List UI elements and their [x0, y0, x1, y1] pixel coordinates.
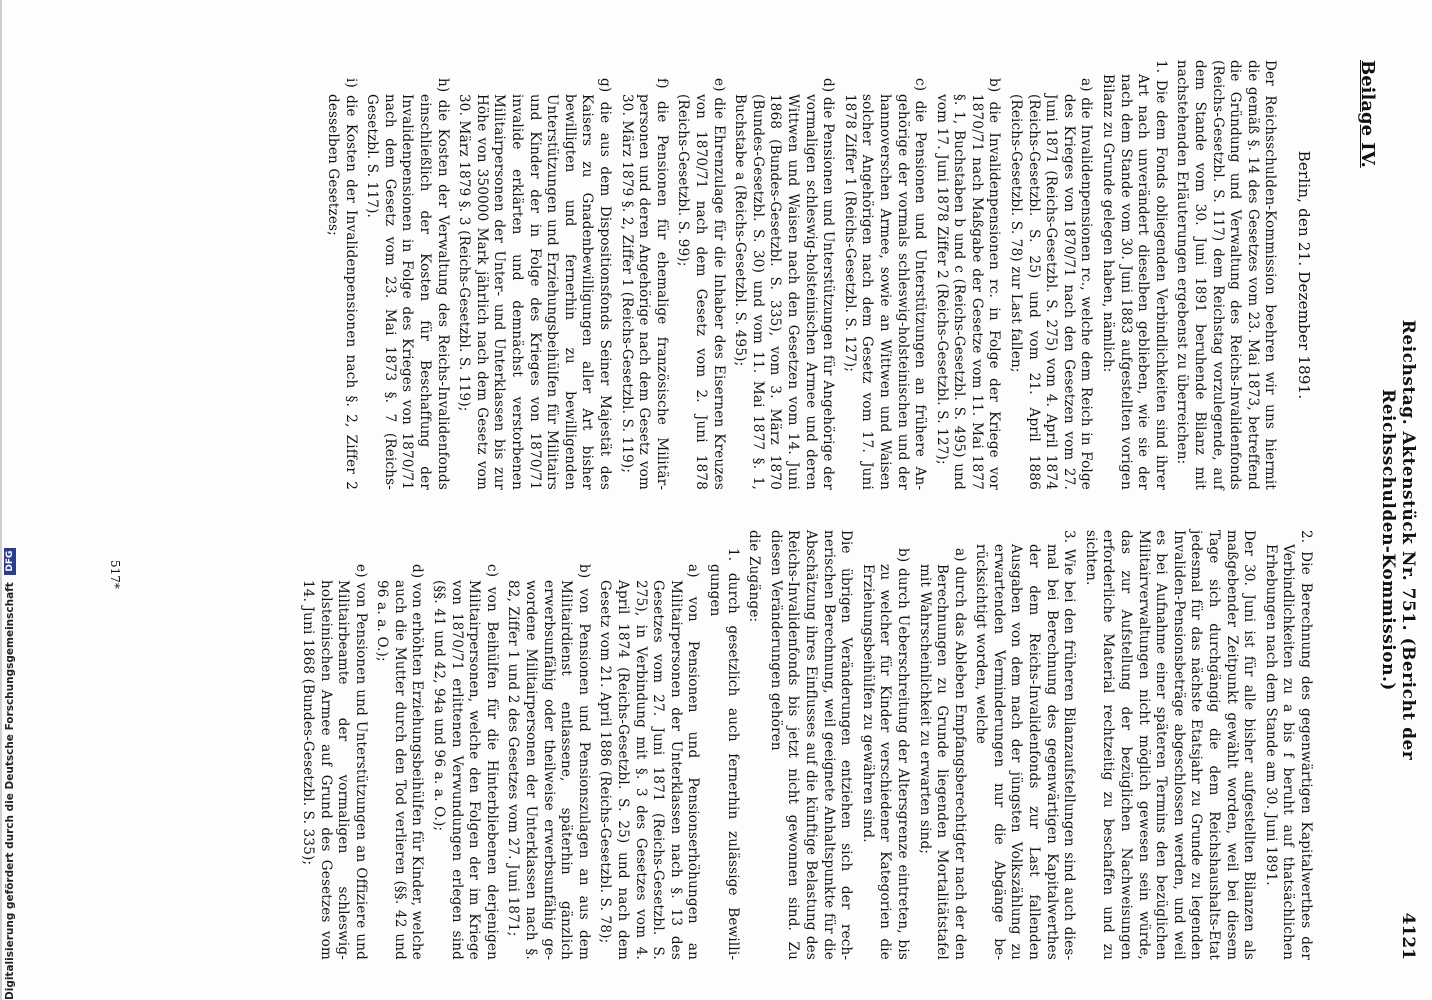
paragraph-zugang-1a: a) von Pensionen und Pensionserhöhungen an Militairpersonen der Unterklassen nach §. 13 des Gesetzes vom 27. Juni 1871 (Reichs-Gesetzbl. S. 275), in Verbindung mit §. 3 des Gesetzes vom 4. April 1874 (Reichs-Gesetzbl. S. 25) und nach dem Gesetz vom 21. April 1886 (Reichs-Gesetzbl. S. 78); [597, 564, 702, 960]
paragraph-item-1e: e) die Ehrenzulage für die Inhaber des Eisernen Kreuzes von 1870/71 nach dem Gesetz vom 2. Juni 1878 (Reichs-Gesetzbl. S. 99); [675, 78, 727, 490]
paragraph-zugang-1: 1. durch gesetzlich auch fernerhin zulässige Bewilligungen [707, 548, 741, 960]
signature-mark: 517* [108, 560, 122, 589]
paragraph-item-1h: h) die Kosten der Verwaltung des Reichs-Invalidenfonds einschließlich der Kosten für Beschaffung der Invalidenpensionen in Folge des Krieges von 1870/71 nach dem Gesetz vom 23. Mai 1873 §. 7 (Reichs-Gesetzbl. S. 117). [364, 78, 451, 490]
paragraph-item-3b: b) durch Ueberschreitung der Altersgrenze eintreten, bis zu welcher für Kinder verschiedener Kategorien die Erziehungsbeihülfen zu gewähren sind. [859, 548, 911, 960]
paragraph-item-3: 3. Wie bei den früheren Bilanzaufstellungen sind auch diesmal bei Berechnung des gegenwärtigen Kapitalwerthes der dem Reichs-Invalidenfonds zur Last fallenden Ausgaben von dem nach der jüngsten Volkszählung zu erwartenden Verminderungen nur die Abgänge berücksichtigt worden, welche [973, 530, 1078, 960]
right-text-column [294, 530, 1314, 960]
paragraph-other-changes: Die übrigen Veränderungen entziehen sich der rechnerischen Berechnung, weil geeignete Anhaltspunkte für die Abschätzung ihres Einflusses auf die künftige Belastung des Reichs-Invalidenfonds bis jetzt nicht gewonnen sind. Zu diesen Veränderungen gehören [767, 530, 855, 960]
paragraph-item-1i: i) die Kosten der Invalidenpensionen nach §. 2, Ziffer 2 desselben Gesetzes; [325, 78, 359, 490]
letter-date: Berlin, den 21. Dezember 1891. [1295, 150, 1313, 400]
page-number: 4121 [1398, 912, 1418, 960]
paragraph-item-1g: g) die aus dem Dispositionsfonds Seiner Majestät des Kaisers zu Gnadenbewilligungen aller Art bisher bewilligten und fernerhin zu bewilligenden Unterstützungen und Erziehungsbeihülfen für Militairs und Kinder der in Folge des Krieges von 1870/71 invalide erklärten und demnächst verstorbenen Militairpersonen der Unter- und Unterklassen bis zur Höhe von 350000 Mark jährlich nach dem Gesetz vom 30. März 1879 §. 3 (Reichs-Gesetzbl. S. 119); [456, 78, 614, 490]
paragraph-zugang-1d: d) von erhöhten Erziehungsbeihülfen für Kinder, welche auch die Mutter durch den Tod verlieren (§§. 42 und 96 a. a. O.); [374, 564, 426, 960]
left-text-column [320, 60, 1312, 490]
dfg-logo-icon: DFG [4, 548, 16, 575]
appendix-label: Beilage IV. [1357, 60, 1378, 168]
paragraph-intro: Der Reichsschulden-Kommission beehren wir uns hiermit die gemäß §. 14 des Gesetzes vom 23. Mai 1873, betreffend die Gründung und Verwaltung des Reichs-Invalidenfonds (Reichs-Gesetzbl. S. 117) dem Reichstag vorzulegende, auf dem Stande vom 30. Juni 1891 beruhende Bilanz mit nachstehenden Erläuterungen ergebenst zu überreichen: [1174, 60, 1279, 490]
paragraph-item-1f: f) die Pensionen für ehemalige französische Militärpersonen und deren Angehörige nach dem Gesetz vom 30. März 1879 §. 2, Ziffer 1 (Reichs-Gesetzbl. S. 119); [618, 78, 670, 490]
paragraph-30-juni: Der 30. Juni ist für alle bisher aufgestellten Bilanzen als maßgebender Zeitpunkt gewählt worden, weil bei diesem Tage sich durchgängig die dem Reichshaushalts-Etat jedesmal für das nächste Etatsjahr zu Grunde zu legenden Invaliden-Pensionsbeträge abgeschlossen werden, und weil es bei Aufnahme einer späteren Termins den bezüglichen Militairverwaltungen nicht möglich gewesen sein würde, das zur Aufstellung der bezüglichen Nachweisungen erforderliche Material rechtzeitig zu beschaffen und zu sichten. [1082, 530, 1258, 960]
paragraph-item-1d: d) die Pensionen und Unterstützungen für Angehörige der vormaligen schleswig-holsteinischen Armee und deren Wittwen und Waisen nach den Gesetzen vom 14. Juni 1868 (Bundes-Gesetzbl. S. 335), vom 3. März 1870 (Bundes-Gesetzbl. S. 30) und vom 11. Mai 1877 §. 1, Buchstabe a (Reichs-Gesetzbl. S. 495); [732, 78, 837, 490]
paragraph-item-1b: b) die Invalidenpensionen rc. in Folge der Kriege vor 1870/71 nach Maßgabe der Gesetze vom 11. Mai 1877 §. 1, Buchstaben b und c (Reichs-Gesetzbl. S. 495) und vom 17. Juni 1878 Ziffer 2 (Reichs-Gesetzbl. S. 127); [933, 78, 1003, 490]
digitization-text: Digitalisierung gefördert durch die Deutsche Forschungsgemeinschaft [4, 582, 16, 1000]
paragraph-item-1c: c) die Pensionen und Unterstützungen an frühere Angehörige der vormals schleswig-holsteinischen und der hannoverschen Armee, sowie an Wittwen und Waisen solcher Angehörigen nach dem Gesetz vom 17. Juni 1878 Ziffer 1 (Reichs-Gesetzbl. S. 127); [841, 78, 929, 490]
paragraph-zugang-1b: b) von Pensionen und Pensionszulagen an aus dem Militairdienst entlassene, späterhin gänzlich erwerbsunfähig oder theilweise erwerbsunfähig gewordene Militairpersonen der Unterklassen nach §. 82, Ziffer 1 und 2 des Gesetzes vom 27. Juni 1871; [505, 564, 592, 960]
page-header [1357, 60, 1418, 960]
paragraph-item-3a: a) durch das Ableben Empfangsberechtigter nach der den Berechnungen zu Grunde liegenden Mortalitätstafel mit Wahrscheinlichkeit zu erwarten sind; [916, 548, 968, 960]
paragraph-item-1a: a) die Invalidenpensionen rc., welche dem Reich in Folge des Krieges von 1870/71 nach den Gesetzen vom 27. Juni 1871 (Reichs-Gesetzbl. S. 275) vom 4. April 1874 (Reichs-Gesetzbl. S. 25) und vom 21. April 1886 (Reichs-Gesetzbl. S. 78) zur Last fallen; [1008, 78, 1095, 490]
paragraph-zugang-1e: e) von Pensionen und Unterstützungen an Offiziere und Militairbeamte der vormaligen schleswig-holsteinischen Armee auf Grund des Gesetzes vom 14. Juni 1868 (Bundes-Gesetzbl. S. 335); [299, 564, 369, 960]
paragraph-zugaenge: die Zugänge: [746, 530, 763, 623]
running-title: Reichstag. Aktenstück Nr. 751. (Bericht der Reichsschulden-Kommission.) [1378, 319, 1418, 761]
paragraph-item-2: 2. Die Berechnung des gegenwärtigen Kapitalwerthes der Verbindlichkeiten zu a bis f beruht auf thatsächlichen Erhebungen nach dem Stande am 30. Juni 1891. [1262, 530, 1314, 960]
paragraph-item-1: 1. Die dem Fonds obliegenden Verbindlichkeiten sind ihrer Art nach unverändert dieselben geblieben, wie sie der nach dem Stande vom 30. Juni 1883 aufgestellten vorigen Bilanz zu Grunde gelegen haben, nämlich: [1100, 60, 1169, 490]
digitization-credit [4, 550, 18, 1000]
paragraph-zugang-1c: c) von Beihülfen für die Hinterbliebenen derjenigen Militairpersonen, welche den Folgen der im Kriege von 1870/71 erlittenen Verwundungen erlegen sind (§§. 41 und 42, 94a und 96 a. a. O.); [431, 564, 500, 960]
